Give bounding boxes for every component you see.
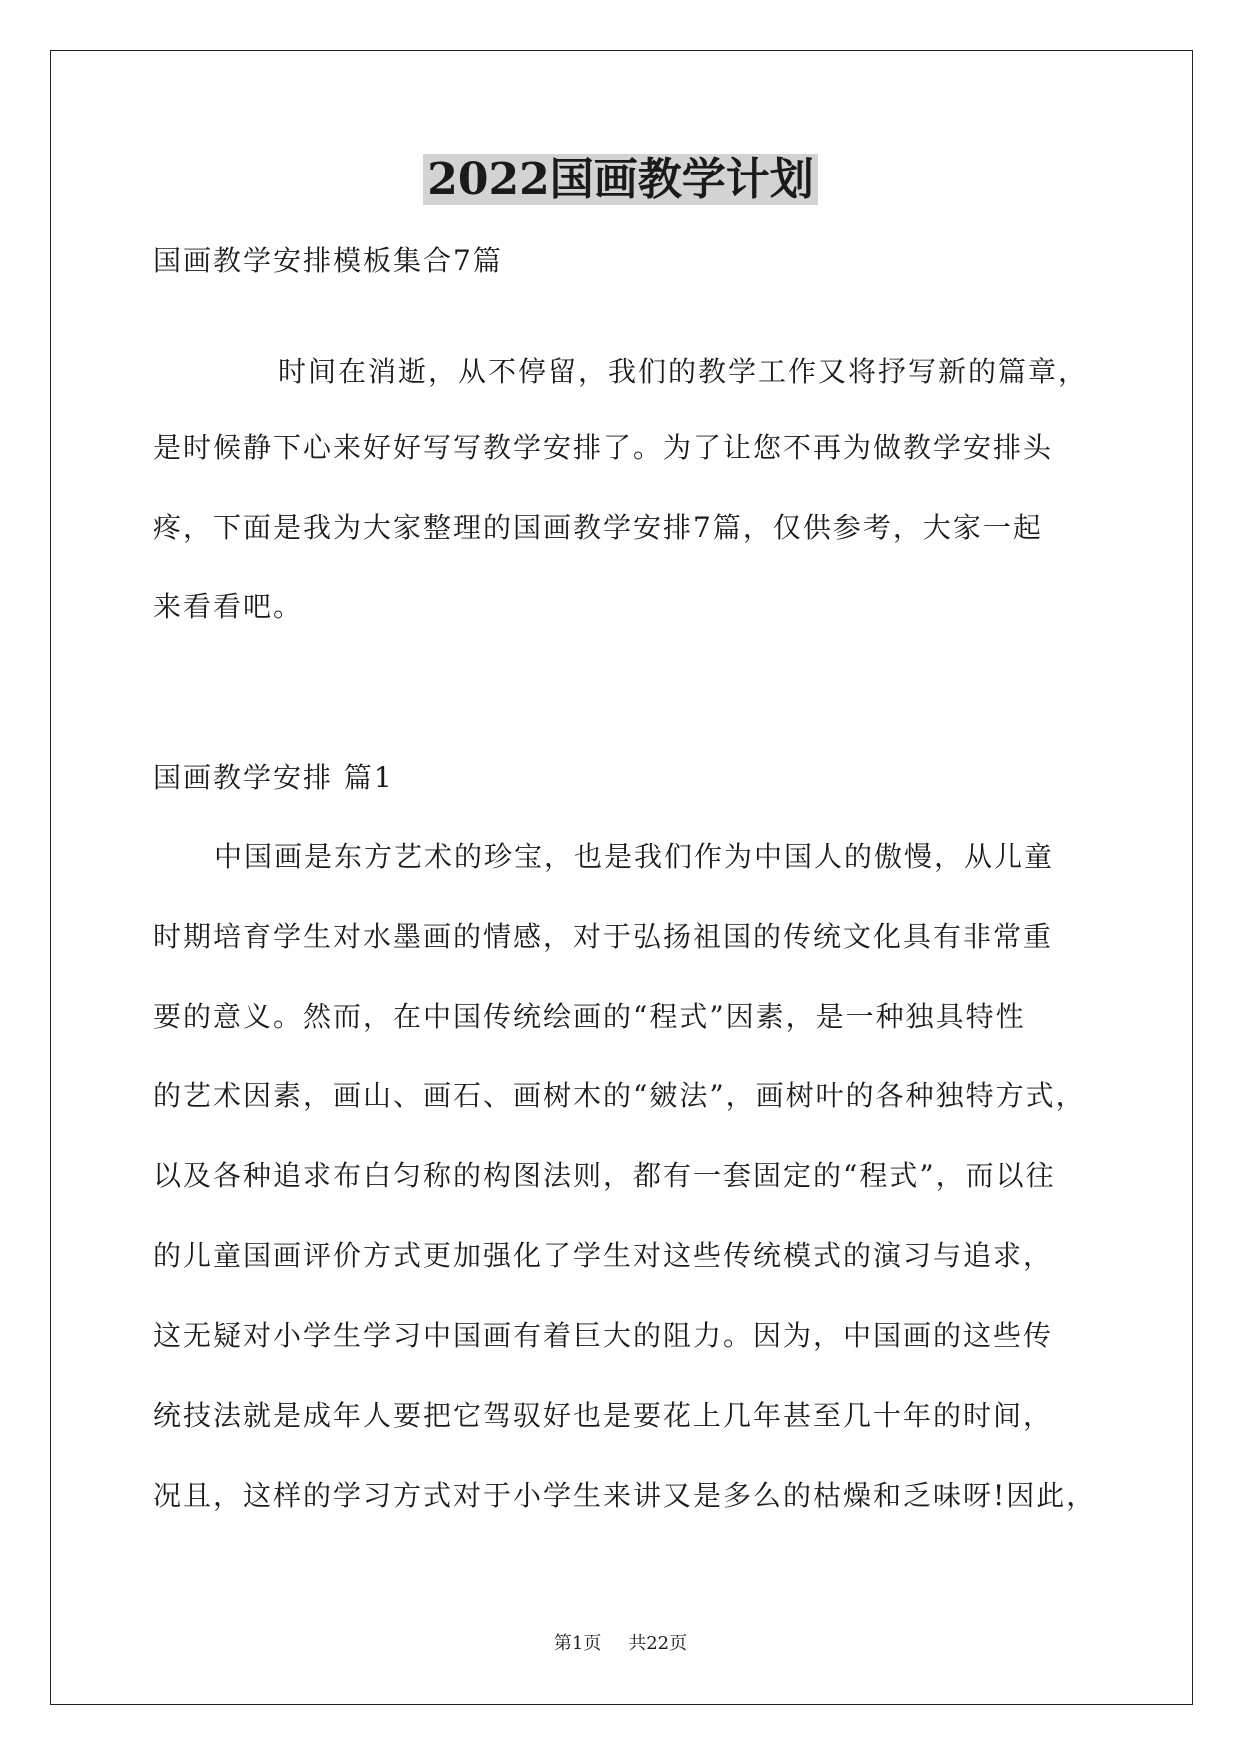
intro-line: 来看看吧。 [153,590,304,623]
body-line: 中国画是东方艺术的珍宝，也是我们作为中国人的傲慢，从儿童 [214,840,1055,873]
body-line: 这无疑对小学生学习中国画有着巨大的阻力。因为，中国画的这些传 [153,1319,1054,1352]
section-heading: 国画教学安排 篇1 [153,761,394,794]
body-line: 况且，这样的学习方式对于小学生来讲又是多么的枯燥和乏味呀!因此， [153,1479,1097,1512]
page-footer [0,1632,1241,1656]
page-number: 第1页 [553,1633,602,1654]
body-line: 以及各种追求布白匀称的构图法则，都有一套固定的“程式”，而以往 [153,1159,1056,1192]
total-pages: 共22页 [628,1633,688,1654]
intro-line: 是时候静下心来好好写写教学安排了。为了让您不再为做教学安排头 [153,431,1054,464]
intro-line: 时间在消逝，从不停留，我们的教学工作又将抒写新的篇章， [278,355,1089,388]
body-line: 的儿童国画评价方式更加强化了学生对这些传统模式的演习与追求， [153,1239,1054,1272]
body-line: 要的意义。然而，在中国传统绘画的“程式”因素，是一种独具特性 [153,1000,1026,1033]
body-line: 的艺术因素，画山、画石、画树木的“皴法”，画树叶的各种独特方式， [153,1079,1086,1112]
document-title [0,150,1241,210]
document-title-text: 2022国画教学计划 [423,154,817,205]
page-border [50,50,1193,1705]
document-subtitle: 国画教学安排模板集合7篇 [153,244,503,277]
body-line: 统技法就是成年人要把它驾驭好也是要花上几年甚至几十年的时间， [153,1399,1054,1432]
intro-line: 疼，下面是我为大家整理的国画教学安排7篇，仅供参考，大家一起 [153,511,1043,544]
body-line: 时期培育学生对水墨画的情感，对于弘扬祖国的传统文化具有非常重 [153,920,1054,953]
